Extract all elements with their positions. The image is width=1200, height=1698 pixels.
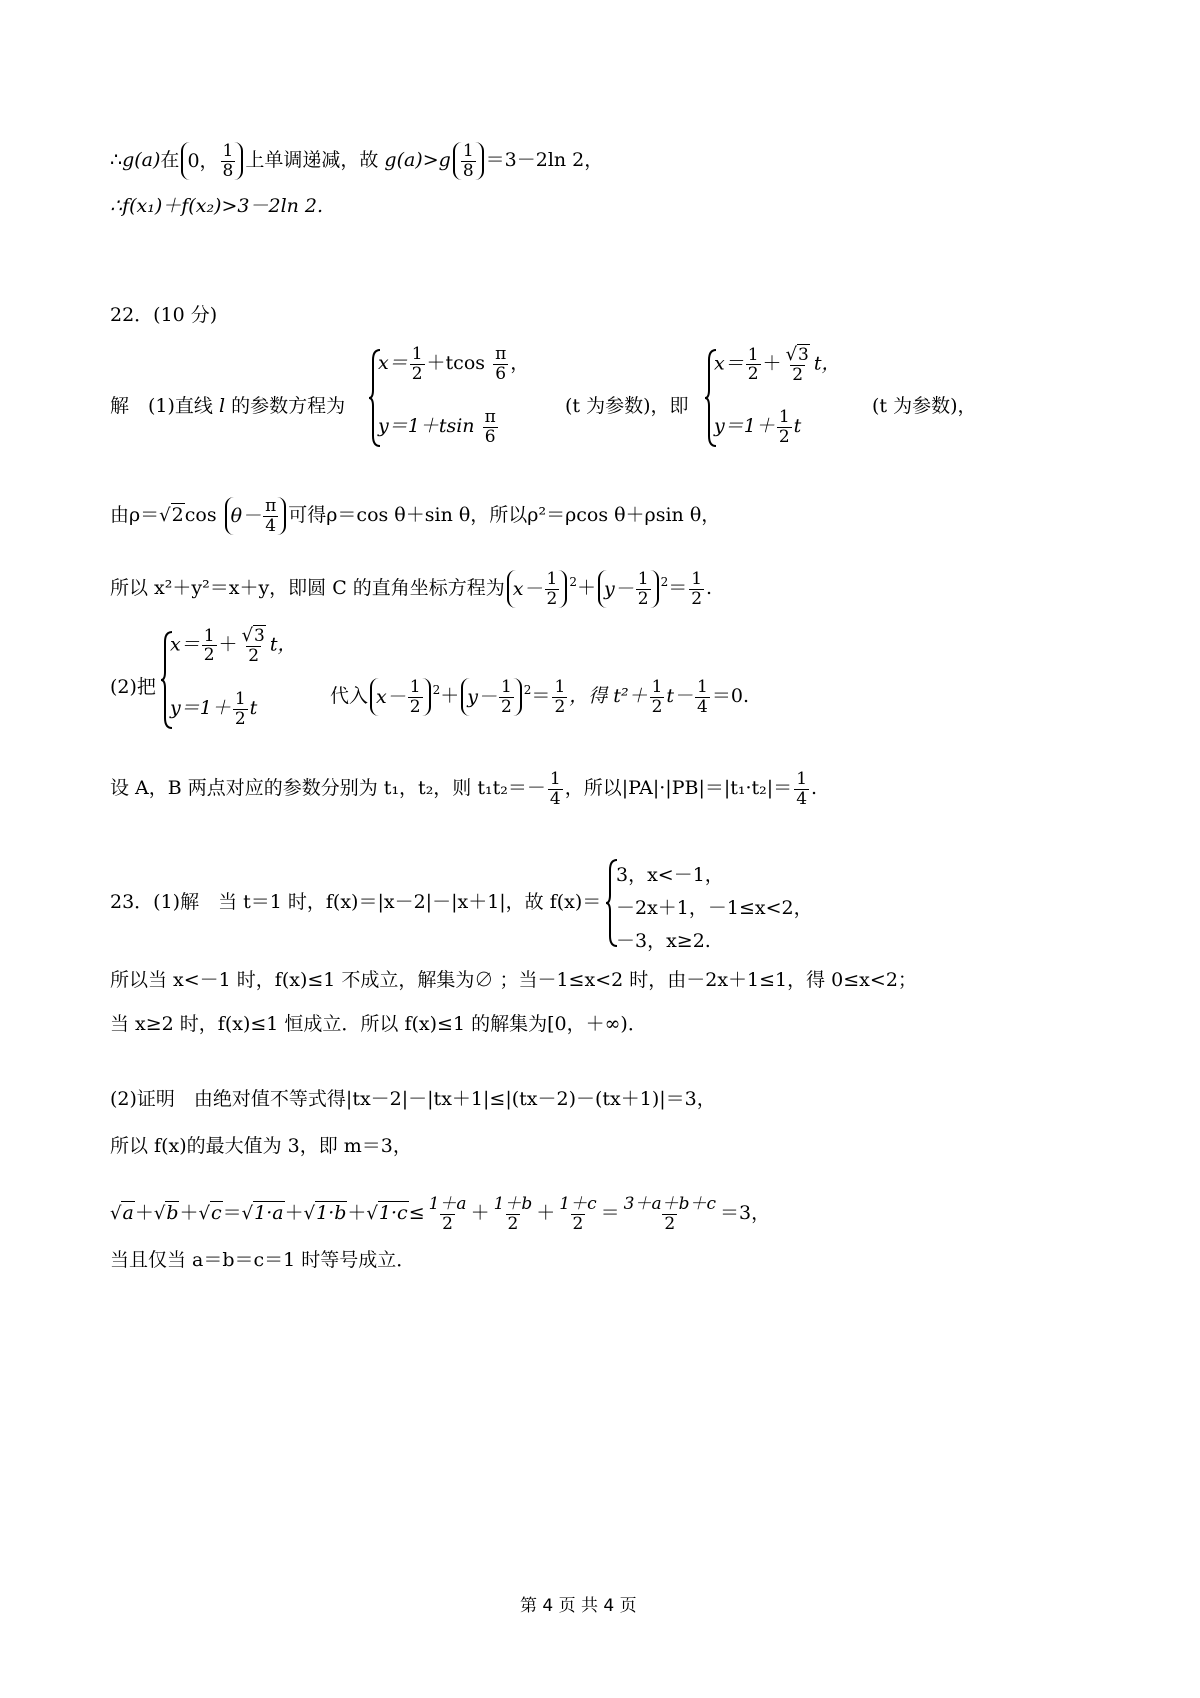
piecewise-case-2: －2x＋1，－1≤x<2， (616, 897, 813, 919)
sys1-row1: x＝ $\frac{1}{2}$ ＋tcos $\frac{\pi}{6}$ ， (378, 344, 530, 384)
sys3-row2: y＝1＋ $\frac{1}{2}$ t (170, 689, 258, 729)
q22-circle-line: 所以 x²＋y²＝x＋y，即圆 C 的直角坐标方程为 x－ $\frac{1}{2}$ $^2$＋ y－ $\frac{1}{2}$ $^2$＝ $\frac{1}{2}$ . (110, 569, 713, 609)
line-g-decreasing: ∴g(a)在 0， $\frac{1}{8}$ 上单调递减，故 g(a)>g $\frac{1}{8}$ ＝3－2ln 2， (110, 141, 604, 181)
q22-heading: 22．(10 分) (110, 304, 218, 326)
q23-line-2: 当 x≥2 时，f(x)≤1 恒成立．所以 f(x)≤1 的解集为[0，＋∞)． (110, 1013, 647, 1035)
q23-proof-2: 所以 f(x)的最大值为 3，即 m＝3， (110, 1135, 412, 1157)
piecewise-case-1: 3，x<－1， (616, 864, 724, 886)
q23-line-1: 所以当 x<－1 时，f(x)≤1 不成立，解集为∅ ；当－1≤x<2 时，由－2x＋1≤1，得 0≤x<2； (110, 969, 917, 991)
q22-tparam2: (t 为参数)， (872, 395, 977, 417)
q23-heading: 23．(1)解 当 t＝1 时，f(x)＝|x－2|－|x＋1|，故 f(x)＝ (110, 891, 602, 913)
q22-tparam: (t 为参数)，即 (565, 395, 689, 417)
line-f-sum: ∴f(x₁)＋f(x₂)>3－2ln 2. (110, 195, 324, 217)
q23-proof-1: (2)证明 由绝对值不等式得|tx－2|－|tx＋1|≤|(tx－2)－(tx＋1)|＝3， (110, 1088, 716, 1110)
q23-final: 当且仅当 a＝b＝c＝1 时等号成立． (110, 1249, 416, 1271)
sys3-row1: x＝ $\frac{1}{2}$ ＋ $\frac{√3}{2}$ t， (170, 625, 297, 666)
q22-part2-substitute: 代入 x－ $\frac{1}{2}$ $^2$＋ y－ $\frac{1}{2}$ $^2$＝ $\frac{1}{2}$ ，得 t²＋ $\frac{1}{2}$ t－ $\frac{1}{4}$ ＝0. (330, 677, 749, 717)
q22-product-line: 设 A，B 两点对应的参数分别为 t₁，t₂，则 t₁t₂＝－ $\frac{1}{4}$ ，所以|PA|·|PB|＝|t₁·t₂|＝ $\frac{1}{4}$ . (110, 769, 818, 809)
q22-part1-intro: 解 (1)直线 l 的参数方程为 (110, 395, 346, 417)
q23-sqrt-inequality: √a＋√b＋√c＝√1·a＋√1·b＋√1·c≤ $\frac{1+a}{2}$ ＋ $\frac{1+b}{2}$ ＋ $\frac{1+c}{2}$ ＝ $\frac{3+a+b+c}{2}$ ＝3， (110, 1194, 771, 1234)
sys1-row2: y＝1＋tsin $\frac{\pi}{6}$ (378, 407, 496, 447)
sys2-row2: y＝1＋ $\frac{1}{2}$ t (714, 407, 802, 447)
piecewise-case-3: －3，x≥2. (616, 930, 711, 952)
interval-paren: 0， $\frac{1}{8}$ (181, 142, 243, 180)
sys2-row1: x＝ $\frac{1}{2}$ ＋ $\frac{√3}{2}$ t， (714, 344, 841, 385)
q22-part2-label: (2)把 (110, 676, 156, 698)
q22-rho-line: 由ρ＝√2cos θ－ $\frac{\pi}{4}$ 可得ρ＝cos θ＋sin θ，所以ρ²＝ρcos θ＋ρsin θ， (110, 496, 721, 536)
page-footer: 第 4 页 共 4 页 (520, 1596, 637, 1616)
